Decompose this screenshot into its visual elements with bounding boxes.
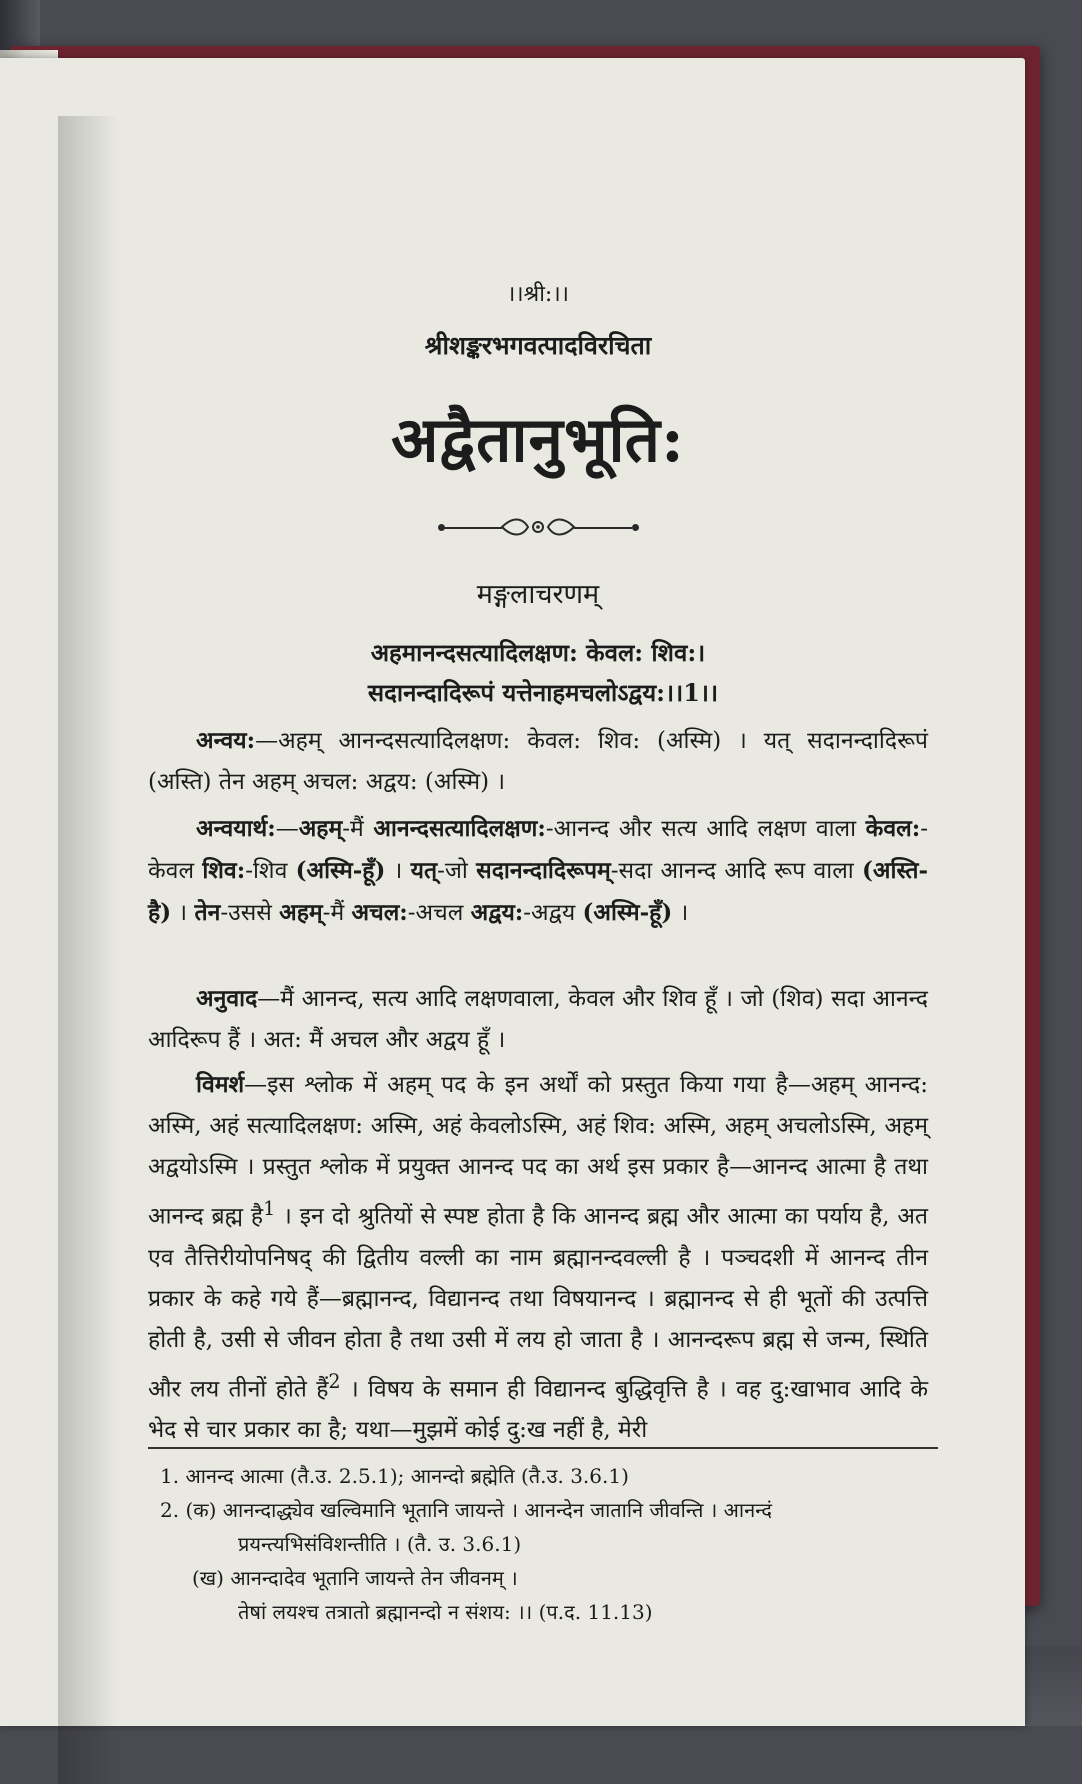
vimarsh-text: —इस श्लोक में अहम् पद के इन अर्थों को प्रस्तुत किया गया है—अहम् आनन्द: अस्मि, अहं सत्यादिलक्षण: अस्मि, अहं केवलोऽस्मि, अहं शिव: अस्मि, अहम् अचलोऽस्मि, अहम् अद्वयोऽस्मि । प्रस्तुत श्लोक में प्रयुक्त आनन्द पद का अर्थ इस प्रकार है—आनन्द आत्मा है तथा आनन्द ब्रह्म है [148,1072,928,1230]
page-gutter-shadow [58,116,118,1784]
anvayartha-term: (अस्ति-है) [148,857,929,926]
ornament-line-left [444,527,502,529]
anvayartha-term: यत् [410,857,438,884]
anvayartha-label: अन्वयार्थ: [196,815,276,842]
anvayartha-text: । [672,900,689,926]
vimarsh-paragraph [148,1064,928,1451]
anvayartha-term: (अस्मि-हूँ) [582,899,673,926]
anuvad-paragraph [148,978,928,1061]
invocation-sri: ।।श्री:।। [506,282,570,307]
anvayartha-text: -शिव [245,858,296,884]
ornament-flourish [498,517,578,537]
anvayartha-term: केवल: [865,815,921,842]
footnote-ref-2: 2 [328,1369,341,1393]
anuvad-label: अनुवाद [196,985,258,1012]
anvayartha-text: — [275,816,299,842]
anvayartha-term: सदानन्दादिरूपम् [476,857,611,884]
anvayartha-text: -मैं [342,816,374,842]
footnote-ref-1: 1 [263,1197,276,1220]
ornament-dot-right [632,524,639,531]
anvayartha-text: -अद्वय [523,900,583,926]
anvayartha-term: अद्वय: [470,899,524,926]
anvayartha-term: तेन [194,899,221,926]
anvayartha-term: आनन्दसत्यादिलक्षण: [373,815,546,842]
anvaya-label: अन्वय: [196,727,256,754]
anvayartha-term: शिव: [202,857,246,884]
verse-line-1: अहमानन्दसत्यादिलक्षण: केवल: शिव:। [370,638,706,667]
footnote-2b: (ख) आनन्दादेव भूतानि जायन्ते तेन जीवनम् । [192,1566,518,1590]
vimarsh-text: । इन दो श्रुतियों से स्पष्ट होता है कि आनन्द ब्रह्म और आत्मा का पर्याय है, अत एव तैत्तिरीयोपनिषद् की द्वितीय वल्ली का नाम ब्रह्मानन्दवल्ली है । पञ्चदशी में आनन्द तीन प्रकार के कहे गये हैं—ब्रह्मानन्द, विद्यानन्द तथा विषयानन्द । ब्रह्मानन्द से ही भूतों की उत्पत्ति होती है, उसी से जीवन होता है तथा उसी में लय हो जाता है । आनन्दरूप ब्रह्म से जन्म, स्थिति और लय तीनों होते हैं [148,1203,929,1403]
author-line: श्रीशङ्करभगवत्पादविरचिता [424,331,652,360]
anvayartha-term: अचल: [351,899,408,926]
anvayartha-term: (अस्मि-हूँ) [295,857,386,884]
section-heading: मङ्गलाचरणम् [476,579,600,610]
anvayartha-text: -आनन्द और सत्य आदि लक्षण वाला [545,816,866,842]
anvayartha-text: -मैं [322,900,352,926]
anvayartha-term: अहम् [298,815,343,842]
anvayartha-text: -अचल [407,900,471,926]
anvaya-paragraph [148,720,928,803]
verse-line-2: सदानन्दादिरूपं यत्तेनाहमचलोऽद्वय:।।1।। [367,678,719,707]
book-page [0,58,1025,1726]
anvayartha-text: -केवल [148,816,928,884]
anvayartha-text: । [171,900,195,926]
anvayartha-text: -उससे [220,900,280,926]
footnote-2b-cont: तेषां लयश्च तत्रातो ब्रह्मानन्दो न संशय: ।। (प.द. 11.13) [238,1600,653,1624]
ornament-divider [148,516,928,540]
footnote-2-cont: प्रयन्त्यभिसंविशन्तीति । (तै. उ. 3.6.1) [238,1532,522,1556]
footnote-1: 1. आनन्द आत्मा (तै.उ. 2.5.1); आनन्दो ब्रह्मेति (तै.उ. 3.6.1) [160,1464,629,1488]
ornament-line-right [574,527,632,529]
footnote-rule [148,1447,938,1449]
anuvad-text: —मैं आनन्द, सत्य आदि लक्षणवाला, केवल और शिव हूँ । जो (शिव) सदा आनन्द आदिरूप हैं । अत: मैं अचल और अद्वय हूँ । [148,986,928,1053]
vimarsh-label: विमर्श [196,1071,245,1098]
anvayartha-text: । [385,858,411,884]
footnote-2: 2. (क) आनन्दाद्ध्येव खल्विमानि भूतानि जायन्ते । आनन्देन जातानि जीवन्ति । आनन्दं [160,1498,772,1522]
page-title: अद्वैतानुभूति: [391,403,685,476]
anvayartha-term: अहम् [279,899,323,926]
vimarsh-text: । विषय के समान ही विद्यानन्द बुद्धिवृत्ति है । वह दु:खाभाव आदि के भेद से चार प्रकार का है; यथा—मुझमें कोई दु:ख नहीं है, मेरी [148,1376,928,1444]
anvayartha-paragraph [148,808,928,934]
anvaya-text: —अहम् आनन्दसत्यादिलक्षण: केवल: शिव: (अस्मि) । यत् सदानन्दादिरूपं (अस्ति) तेन अहम् अचल: अद्वय: (अस्मि) । [148,728,928,795]
anvayartha-text: -जो [437,858,477,884]
anvayartha-text: -सदा आनन्द आदि रूप वाला [610,858,863,884]
